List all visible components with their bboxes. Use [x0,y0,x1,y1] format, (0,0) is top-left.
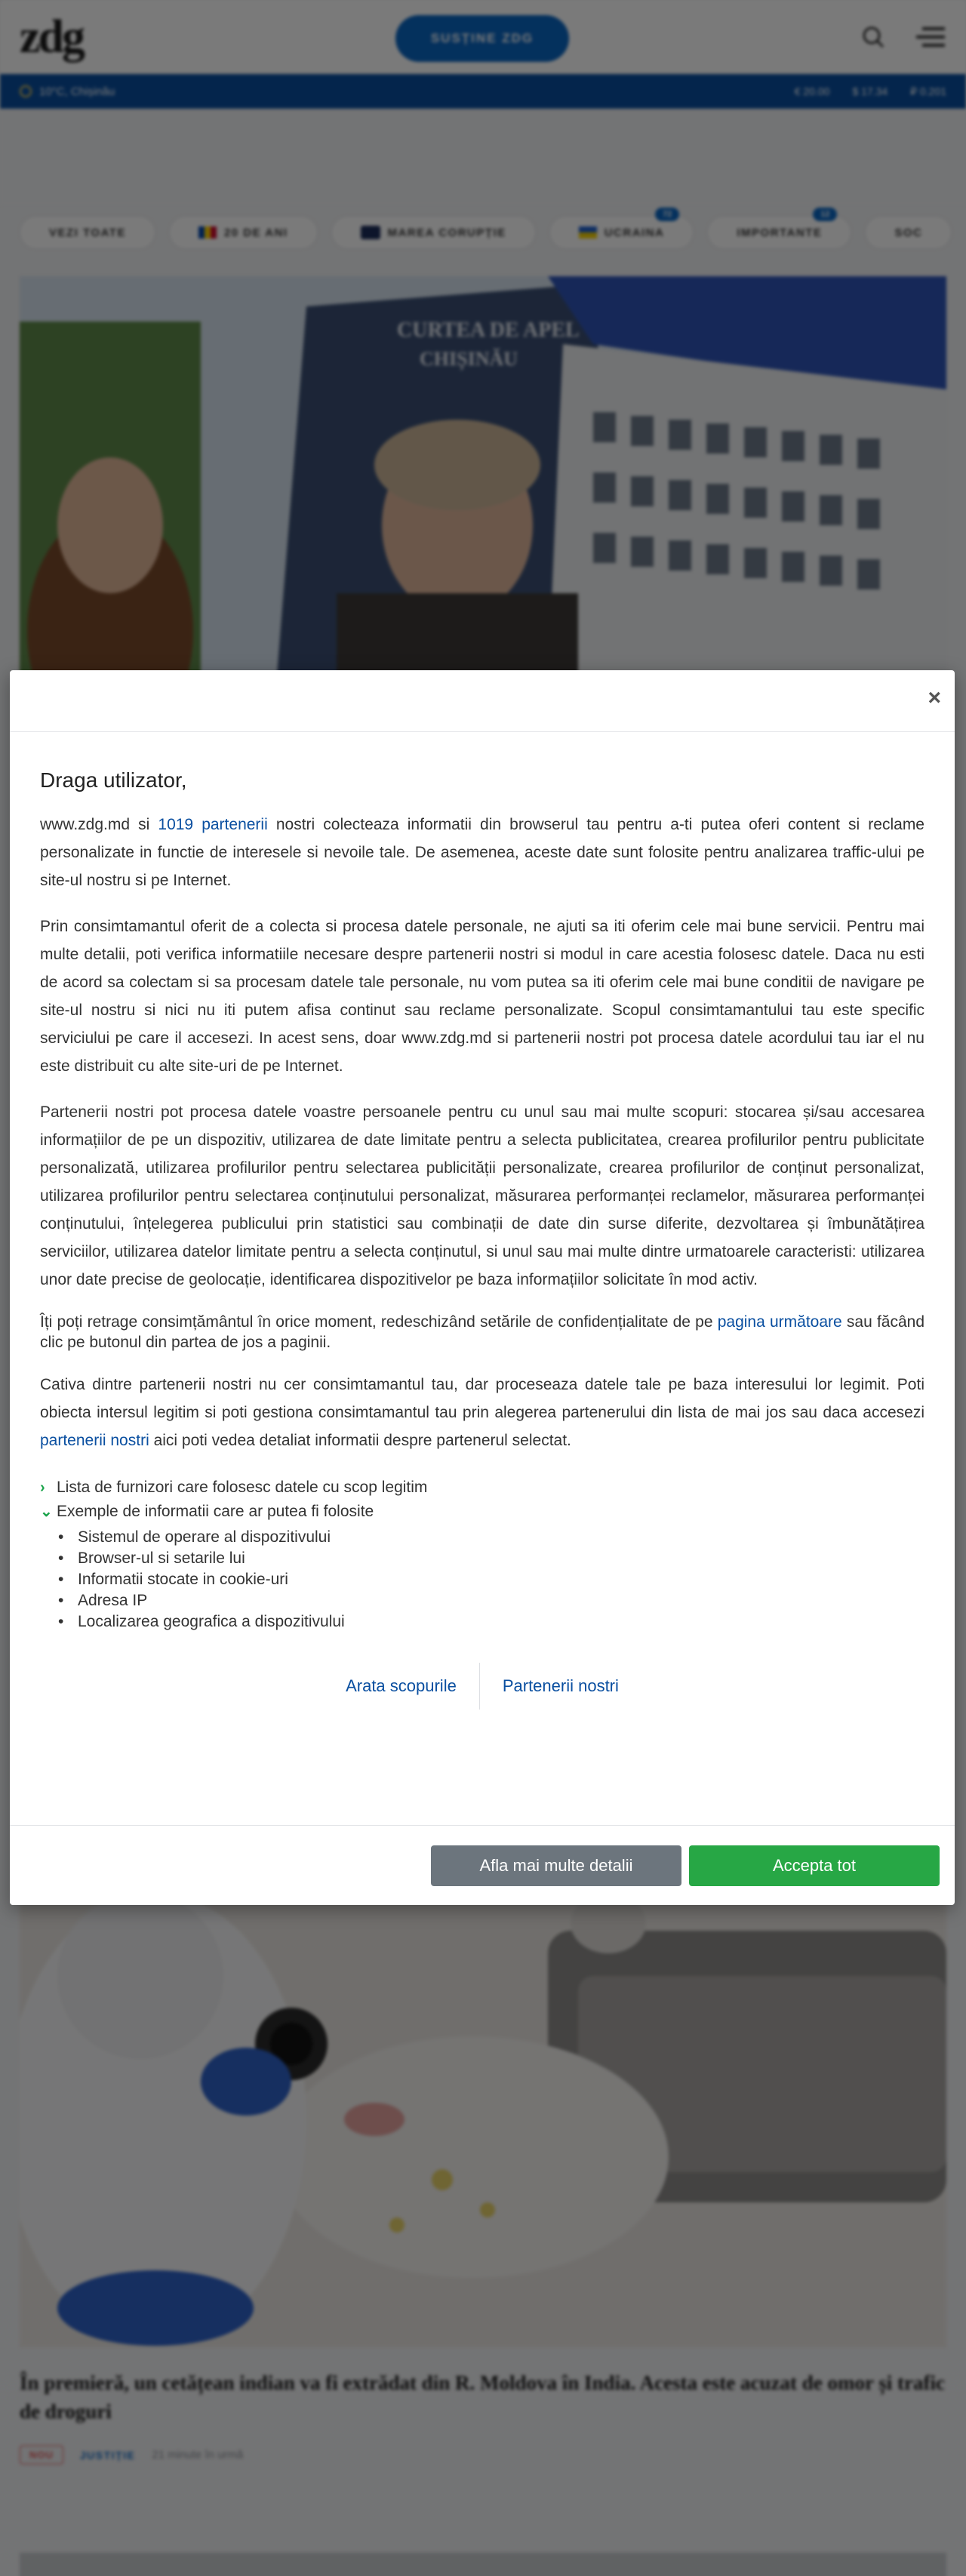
close-icon[interactable]: × [928,685,941,710]
p5-text-start: Cativa dintre partenerii nostri nu cer consimtamantul tau, dar proceseaza datele tale pe baza interesului lor legimit. Poti obiecta intersul legitim si poti gestiona consimtamantul tau prin alegerea partenerului din lista de mai jos sau daca accesezi [40,1376,924,1421]
list-item: • Adresa IP [78,1590,924,1611]
details-section [40,1476,924,1633]
p1-text-end: nostri colecteaza informatii din browserul tau pentru a-ti putea oferi content si reclame personalizate in functie de interesele si nevoile tale. De asemenea, aceste date sunt folosite pentru analizarea traffic-ului pe site-ul nostru si pe Internet. [40,816,924,889]
consent-modal [10,670,955,1905]
chevron-right-icon: › [40,1479,45,1496]
consent-paragraph-3: Partenerii nostri pot procesa datele voastre persoanele pentru cu unul sau mai multe scopuri: stocarea și/sau accesarea informațiilor de pe un dispozitiv, utilizarea de date limitate pentru a selecta publicitatea, crearea profilurilor pentru publicitate personalizată, utilizarea profilurilor pentru selectarea publicității personalizate, crearea profilurilor de conținut personalizat, utilizarea profilurilor pentru selectarea conținutului personalizat, măsurarea performanței reclamelor, măsurarea performanței conținutului, înțelegerea publicului prin statistici sau combinații de date din surse diferite, dezvoltarea și îmbunătățirea serviciilor, utilizarea datelor limitate pentru a selecta conținutul, si unul sau mai multe dintre urmatoarele caracteristi: utilizarea unor date precise de geolocație, identificarea dispozitivelor pe baza informațiilor solicitate în mod activ. [40,1103,924,1288]
more-details-button[interactable]: Afla mai multe detalii [431,1845,681,1886]
modal-link-row [40,1663,924,1710]
consent-paragraph-2: Prin consimtamantul oferit de a colecta si procesa datele personale, ne ajuti sa iti oferim cele mai bune servicii. Pentru mai multe detalii, poti verifica informatiile necesare despre partenerii nostri si modul in care acestia folosesc datele. Daca nu esti de acord sa colectam si sa procesam datele tale personale, nu vom putea sa iti oferim cele mai bune conditii de navigare pe site-ul nostru si nici nu iti putem afisa continut sau reclame personalizate. Scopul consimtamantului tau este specific serviciului pe care il accesezi. In acest sens, doar www.zdg.md si partenerii nostri pot procesa datele acordului tau iar el nu este distribuit cu alte site-uri de pe Internet. [40,918,924,1075]
examples-expander-label: Exemple de informatii care ar putea fi folosite [57,1503,374,1520]
examples-list [78,1527,924,1633]
consent-paragraph-5 [40,1371,924,1454]
vendors-expander-label: Lista de furnizori care folosesc datele cu scop legitim [57,1479,428,1496]
partners-count-link[interactable]: 1019 partenerii [158,816,268,833]
list-item: • Sistemul de operare al dispozitivului [78,1527,924,1548]
accept-all-button[interactable]: Accepta tot [689,1845,940,1886]
our-partners-inline-link[interactable]: partenerii nostri [40,1432,149,1449]
p1-text-start: www.zdg.md si [40,816,158,833]
list-item: • Localizarea geografica a dispozitivului [78,1611,924,1633]
vendors-expander[interactable] [40,1476,924,1500]
consent-paragraph-1 [40,811,924,894]
show-purposes-link[interactable]: Arata scopurile [346,1676,457,1695]
consent-paragraph-4 [40,1312,924,1353]
list-item: • Informatii stocate in cookie-uri [78,1569,924,1590]
p4-text-end: sau făcând clic pe butonul din partea de jos a paginii. [40,1313,925,1351]
greeting: Draga utilizator, [40,768,187,792]
p5-text-end: aici poti vedea detaliat informatii despre partenerul selectat. [149,1432,571,1449]
p4-text-start: Îți poți retrage consimțământul în orice moment, redeschizând setările de confidențialitate de pe [40,1313,718,1331]
examples-expander[interactable] [40,1500,924,1524]
list-item: • Browser-ul si setarile lui [78,1548,924,1569]
modal-header [10,670,955,732]
modal-body [10,768,955,1710]
chevron-down-icon: ⌄ [40,1503,53,1520]
modal-footer [10,1825,955,1905]
next-page-link[interactable]: pagina următoare [717,1313,842,1331]
our-partners-link[interactable]: Partenerii nostri [502,1676,619,1695]
